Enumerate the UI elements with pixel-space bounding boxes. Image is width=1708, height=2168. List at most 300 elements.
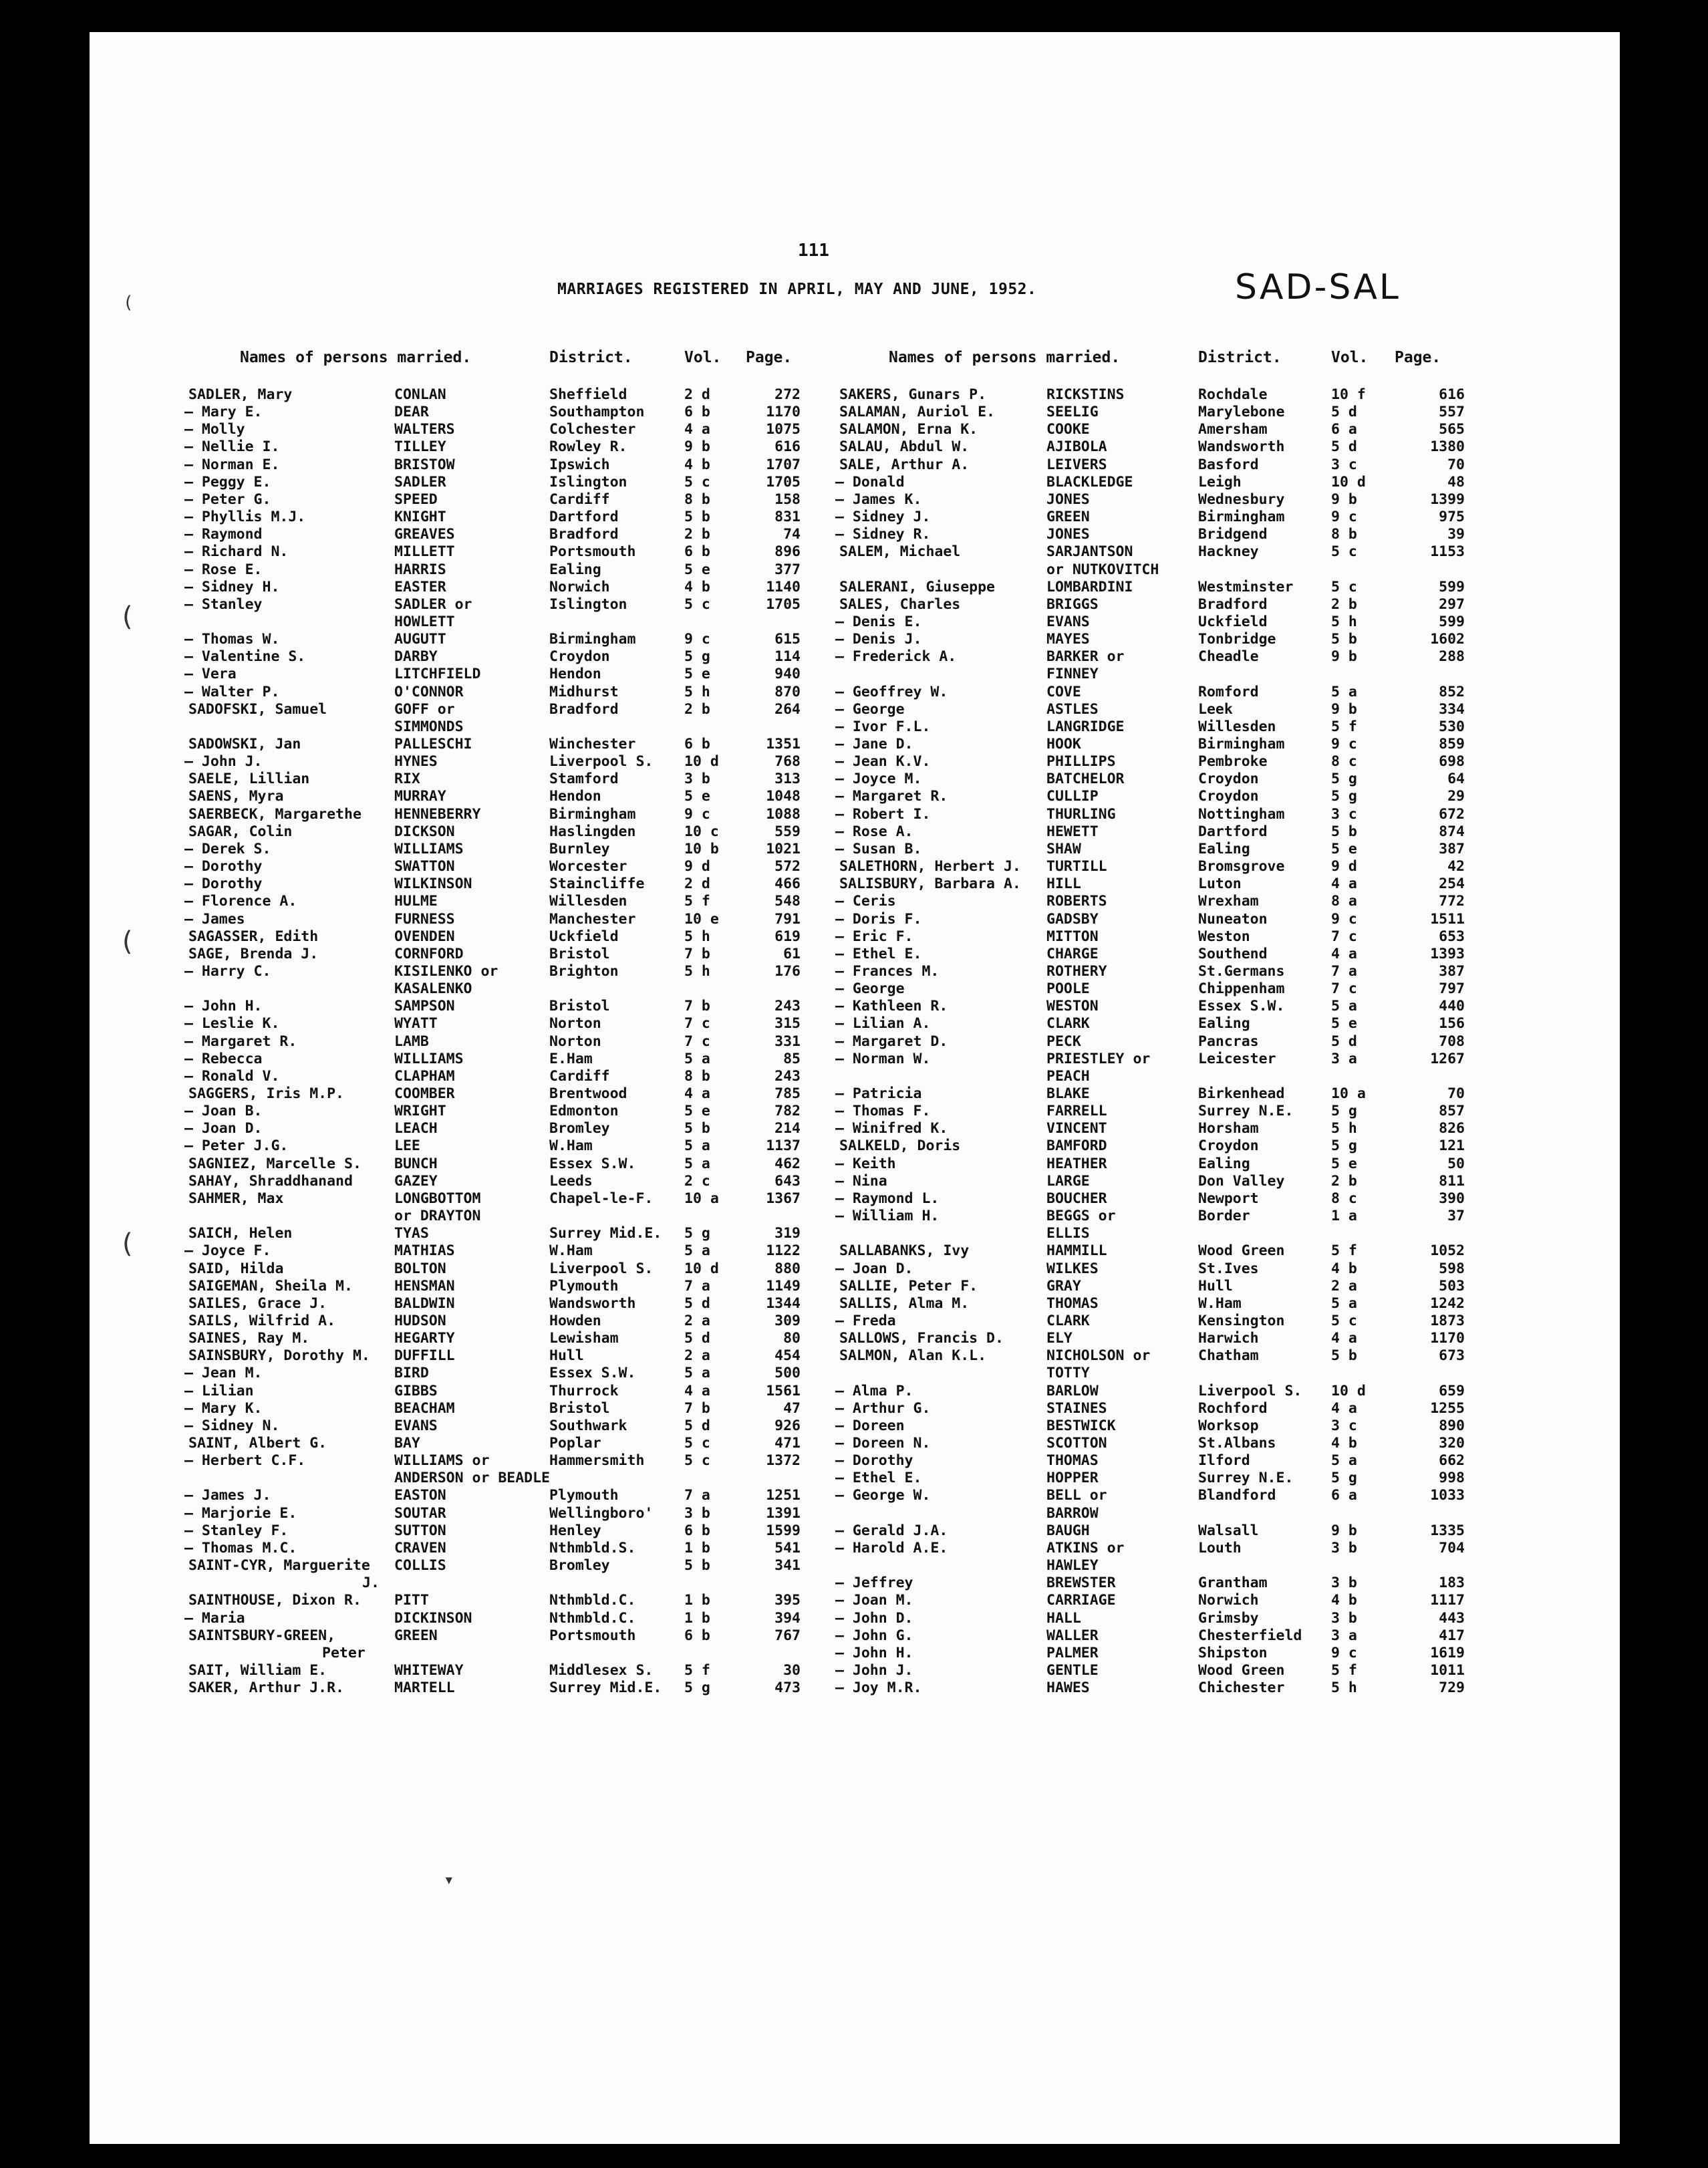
left-header-district: District. [549,349,633,366]
entry-vol: 5 g [1331,1103,1357,1120]
entry-name: — Richard N. [184,543,289,561]
entry-page: 890 [1439,1417,1465,1434]
entry-district: Bristol [549,1399,610,1417]
entry-district: Croydon [1198,771,1259,788]
entry-vol: 5 a [684,1137,710,1155]
entry-district: Southend [1198,945,1268,962]
entry-name: — Sidney N. [184,1417,280,1434]
entry-page: 572 [774,858,801,875]
entry-name: SAICH, Helen [188,1225,293,1242]
entry-vol: 8 c [1331,753,1357,771]
entry-vol: 5 a [1331,683,1357,700]
entry-page: 503 [1439,1277,1465,1295]
entry-name: — Freda [835,1312,896,1329]
entry-page: 1011 [1430,1661,1465,1679]
entry-name: SALLIS, Alma M. [839,1295,970,1312]
entry-vol: 4 b [684,456,710,473]
entry-page: 1705 [766,473,801,491]
entry-name: — Molly [184,421,245,438]
entry-spouse: WRIGHT [394,1103,446,1120]
entry-vol: 4 a [684,1382,710,1399]
entry-page: 772 [1439,893,1465,910]
entry-district: Essex S.W. [1198,998,1285,1015]
entry-vol: 5 a [1331,1295,1357,1312]
entry-vol: 3 c [1331,805,1357,823]
entry-page: 473 [774,1679,801,1697]
entry-name: — Dorothy [184,858,263,875]
entry-spouse: SHAW [1046,840,1081,857]
entry-spouse: FURNESS [394,910,455,928]
entry-vol: 5 g [684,648,710,666]
entry-page: 315 [774,1015,801,1033]
entry-name: — Rose E. [184,561,263,578]
entry-name: — John J. [835,1661,913,1679]
entry-page: 74 [783,526,801,543]
entry-spouse: LEACH [394,1120,438,1137]
entry-vol: 5 e [1331,1015,1357,1033]
entry-page: 387 [1439,840,1465,857]
entry-district: Ealing [1198,840,1250,857]
entry-name: — Jean K.V. [835,753,931,771]
entry-name: SAENS, Myra [188,788,284,805]
scan-mark: ( [119,601,136,632]
entry-name: — Stanley F. [184,1522,289,1539]
entry-page: 1021 [766,840,801,857]
entry-spouse: SOUTAR [394,1504,446,1522]
entry-vol: 4 a [684,1085,710,1102]
entry-district: Leeds [549,1172,593,1190]
entry-vol: 3 c [1331,456,1357,473]
entry-district: Staincliffe [549,875,645,893]
entry-district: Rochdale [1198,386,1268,403]
entry-name: — Herbert C.F. [184,1452,306,1470]
entry-page: 1372 [766,1452,801,1470]
entry-spouse: BARKER or [1046,648,1125,666]
entry-spouse: TOTTY [1046,1365,1090,1382]
entry-district: Horsham [1198,1120,1259,1137]
entry-district: Nuneaton [1198,910,1268,928]
entry-page: 767 [774,1627,801,1644]
entry-name: — Jean M. [184,1365,263,1382]
entry-district: Hammersmith [549,1452,645,1470]
entry-vol: 5 e [1331,1155,1357,1172]
entry-vol: 5 e [684,561,710,578]
entry-spouse: DARBY [394,648,438,666]
entry-page: 417 [1439,1627,1465,1644]
entry-vol: 3 a [1331,1050,1357,1067]
entry-vol: 4 b [1331,1592,1357,1609]
entry-page: 264 [774,700,801,718]
entry-page: 61 [783,945,801,962]
entry-vol: 10 f [1331,386,1366,403]
entry-vol: 7 b [684,945,710,962]
entry-district: Walsall [1198,1522,1259,1539]
entry-vol: 9 c [1331,736,1357,753]
entry-spouse: CARRIAGE [1046,1592,1116,1609]
entry-vol: 5 h [684,928,710,945]
entry-spouse: AUGUTT [394,631,446,648]
entry-name: SAINT, Albert G. [188,1435,327,1452]
entry-district: Harwich [1198,1330,1259,1347]
entry-vol: 5 c [1331,578,1357,595]
entry-vol: 5 d [684,1417,710,1434]
entry-district: Ipswich [549,456,610,473]
scan-mark: ( [119,1228,136,1259]
entry-spouse: DICKINSON [394,1609,472,1627]
entry-name: SAILES, Grace J. [188,1295,327,1312]
entry-page: 37 [1447,1208,1465,1225]
entry-vol: 9 b [1331,491,1357,508]
entry-district: Nthmbld.C. [549,1609,636,1627]
entry-vol: 5 c [1331,543,1357,561]
entry-name: SALAMON, Erna K. [839,421,978,438]
entry-name: — Sidney J. [835,509,931,526]
entry-spouse: MARTELL [394,1679,455,1697]
entry-spouse: CHARGE [1046,945,1099,962]
entry-spouse: COOKE [1046,421,1090,438]
entry-district: Border [1198,1208,1250,1225]
entry-page: 1344 [766,1295,801,1312]
left-header-vol: Vol. [684,349,722,366]
entry-district: Bromley [549,1557,610,1575]
entry-page: 313 [774,771,801,788]
entry-district: Bromley [549,1120,610,1137]
entry-name: — Marjorie E. [184,1504,297,1522]
entry-page: 331 [774,1033,801,1050]
entry-vol: 2 b [684,526,710,543]
entry-spouse: PHILLIPS [1046,753,1116,771]
entry-vol: 7 c [684,1033,710,1050]
entry-name: — John H. [835,1644,913,1661]
entry-page: 1599 [766,1522,801,1539]
entry-spouse: PITT [394,1592,429,1609]
entry-page: 1117 [1430,1592,1465,1609]
entry-page: 1619 [1430,1644,1465,1661]
entry-vol: 5 h [684,683,710,700]
entry-district: Nottingham [1198,805,1285,823]
entry-vol: 5 g [1331,1137,1357,1155]
entry-name: — Robert I. [835,805,931,823]
entry-spouse: ANDERSON or BEADLE [394,1470,550,1487]
entry-page: 50 [1447,1155,1465,1172]
entry-spouse: CRAVEN [394,1539,446,1556]
entry-spouse: EVANS [394,1417,438,1434]
entry-page: 1170 [1430,1330,1465,1347]
entry-district: Islington [549,473,627,491]
entry-page: 1075 [766,421,801,438]
entry-spouse: BEGGS or [1046,1208,1116,1225]
entry-name: SADOWSKI, Jan [188,736,301,753]
entry-page: 870 [774,683,801,700]
entry-page: 387 [1439,962,1465,980]
entry-name: — Thomas M.C. [184,1539,297,1556]
entry-name: SAGE, Brenda J. [188,945,319,962]
entry-name: — Joyce F. [184,1242,271,1260]
entry-name: — Phyllis M.J. [184,509,306,526]
entry-vol: 5 a [684,1050,710,1067]
entry-page: 998 [1439,1470,1465,1487]
entry-spouse: TILLEY [394,438,446,456]
entry-district: Liverpool S. [1198,1382,1302,1399]
entry-page: 1137 [766,1137,801,1155]
entry-district: Bromsgrove [1198,858,1285,875]
entry-district: Grimsby [1198,1609,1259,1627]
entry-spouse: PEACH [1046,1067,1090,1085]
entry-vol: 5 h [1331,613,1357,630]
entry-name: — Derek S. [184,840,271,857]
entry-district: Leicester [1198,1050,1276,1067]
entry-page: 471 [774,1435,801,1452]
entry-vol: 5 b [1331,1347,1357,1365]
entry-page: 1267 [1430,1050,1465,1067]
entry-vol: 2 a [1331,1277,1357,1295]
entry-vol: 1 b [684,1609,710,1627]
entry-vol: 10 d [684,1260,719,1277]
entry-page: 1153 [1430,543,1465,561]
entry-district: Brighton [549,962,619,980]
entry-spouse: HENNEBERRY [394,805,481,823]
entry-page: 243 [774,998,801,1015]
entry-district: Chippenham [1198,980,1285,998]
entry-name: SAIT, William E. [188,1661,327,1679]
scan-mark: ( [119,926,136,957]
entry-vol: 6 b [684,1627,710,1644]
entry-page: 297 [1439,595,1465,613]
entry-spouse: PRIESTLEY or [1046,1050,1151,1067]
entry-district: Howden [549,1312,601,1329]
entry-spouse: TYAS [394,1225,429,1242]
entry-page: 70 [1447,1085,1465,1102]
entry-spouse: EVANS [1046,613,1090,630]
entry-page: 1140 [766,578,801,595]
entry-page: 319 [774,1225,801,1242]
entry-vol: 9 c [1331,509,1357,526]
entry-district: Liverpool S. [549,753,654,771]
entry-name: — Joan D. [835,1260,913,1277]
entry-vol: 9 c [1331,910,1357,928]
entry-name: — Joan M. [835,1592,913,1609]
entry-page: 176 [774,962,801,980]
entry-spouse: BOLTON [394,1260,446,1277]
entry-name: — Ronald V. [184,1067,280,1085]
entry-spouse: SAMPSON [394,998,455,1015]
entry-page: 729 [1439,1679,1465,1697]
entry-page: 565 [1439,421,1465,438]
entry-district: Wandsworth [549,1295,636,1312]
entry-spouse: NICHOLSON or [1046,1347,1151,1365]
entry-name: SALEM, Michael [839,543,961,561]
entry-page: 1033 [1430,1487,1465,1504]
entry-district: Cardiff [549,491,610,508]
entry-spouse: WALTERS [394,421,455,438]
entry-district: Bridgend [1198,526,1268,543]
entry-spouse: PECK [1046,1033,1081,1050]
entry-name: — Lilian [184,1382,254,1399]
entry-name: SALERANI, Giuseppe [839,578,995,595]
entry-vol: 5 e [684,1103,710,1120]
entry-district: Haslingden [549,823,636,840]
entry-name: SAILS, Wilfrid A. [188,1312,336,1329]
entry-vol: 7 b [684,998,710,1015]
entry-district: Romford [1198,683,1259,700]
entry-district: Ealing [1198,1155,1250,1172]
entry-name: — Sidney R. [835,526,931,543]
surname-range: SAD-SAL [1235,267,1401,307]
entry-vol: 9 d [1331,858,1357,875]
entry-spouse: MITTON [1046,928,1099,945]
entry-district: Stamford [549,771,619,788]
entry-vol: 10 d [1331,1382,1366,1399]
entry-spouse: LAMB [394,1033,429,1050]
entry-district: Dartford [1198,823,1268,840]
entry-vol: 9 d [684,858,710,875]
entry-name: — Nina [835,1172,887,1190]
entry-vol: 5 b [684,509,710,526]
entry-district: Poplar [549,1435,601,1452]
entry-district: Newport [1198,1190,1259,1207]
entry-spouse: BELL or [1046,1487,1107,1504]
entry-district: Don Valley [1198,1172,1285,1190]
entry-page: 1335 [1430,1522,1465,1539]
entry-name: — Donald [835,473,905,491]
entry-vol: 5 c [684,1452,710,1470]
entry-spouse: HULME [394,893,438,910]
entry-page: 70 [1447,456,1465,473]
entry-page: 768 [774,753,801,771]
entry-district: Dartford [549,509,619,526]
entry-name: — Thomas W. [184,631,280,648]
entry-vol: 5 f [684,1661,710,1679]
entry-name: — Harold A.E. [835,1539,948,1556]
entry-name: SAHMER, Max [188,1190,284,1207]
entry-name: — Ethel E. [835,945,922,962]
entry-spouse: DUFFILL [394,1347,455,1365]
entry-spouse: BAY [394,1435,420,1452]
entry-spouse: MILLETT [394,543,455,561]
entry-district: Southampton [549,404,645,421]
scan-mark: ( [123,293,134,313]
entry-spouse: CLAPHAM [394,1067,455,1085]
entry-district: Rowley R. [549,438,627,456]
entry-spouse: CONLAN [394,386,446,403]
entry-district: Bradford [1198,595,1268,613]
entry-page: 341 [774,1557,801,1575]
entry-district: Ealing [1198,1015,1250,1033]
entry-spouse: HAWES [1046,1679,1090,1697]
entry-district: Croydon [1198,1137,1259,1155]
entry-spouse: HALL [1046,1609,1081,1627]
entry-page: 857 [1439,1103,1465,1120]
entry-page: 826 [1439,1120,1465,1137]
entry-spouse: ATKINS or [1046,1539,1125,1556]
entry-page: 390 [1439,1190,1465,1207]
entry-name: — William H. [835,1208,940,1225]
entry-name: — Peter G. [184,491,271,508]
entry-page: 874 [1439,823,1465,840]
entry-vol: 6 b [684,736,710,753]
entry-vol: 2 a [684,1312,710,1329]
entry-name: SAIGEMAN, Sheila M. [188,1277,353,1295]
entry-page: 598 [1439,1260,1465,1277]
entry-spouse: LARGE [1046,1172,1090,1190]
entry-vol: 6 b [684,1522,710,1539]
entry-spouse: COLLIS [394,1557,446,1575]
entry-spouse: KISILENKO or [394,962,499,980]
entry-spouse: FINNEY [1046,666,1099,683]
entry-vol: 7 c [684,1015,710,1033]
entry-district: Wood Green [1198,1242,1285,1260]
entry-spouse: BLAKE [1046,1085,1090,1102]
entry-spouse: TURTILL [1046,858,1107,875]
entry-spouse: SIMMONDS [394,718,464,735]
entry-name: — Eric F. [835,928,913,945]
entry-district: St.Albans [1198,1435,1276,1452]
entry-spouse: SWATTON [394,858,455,875]
entry-vol: 8 c [1331,1190,1357,1207]
entry-vol: 5 g [1331,788,1357,805]
entry-page: 1242 [1430,1295,1465,1312]
entry-vol: 2 b [1331,1172,1357,1190]
entry-spouse: SEELIG [1046,404,1099,421]
entry-name: — George W. [835,1487,931,1504]
entry-district: Portsmouth [549,1627,636,1644]
entry-page: 214 [774,1120,801,1137]
entry-vol: 5 d [684,1330,710,1347]
entry-page: 466 [774,875,801,893]
entry-page: 791 [774,910,801,928]
entry-spouse: JONES [1046,491,1090,508]
entry-spouse: CLARK [1046,1015,1090,1033]
entry-district: Birkenhead [1198,1085,1285,1102]
entry-vol: 10 a [1331,1085,1366,1102]
entry-name: — George [835,700,905,718]
entry-vol: 9 c [1331,1644,1357,1661]
entry-vol: 8 a [1331,893,1357,910]
entry-page: 1149 [766,1277,801,1295]
entry-name: — Joan B. [184,1103,263,1120]
entry-spouse: WALLER [1046,1627,1099,1644]
entry-vol: 10 d [684,753,719,771]
entry-name: — Rebecca [184,1050,263,1067]
entry-vol: 5 d [684,1295,710,1312]
entry-district: Hendon [549,788,601,805]
entry-vol: 5 a [684,1155,710,1172]
entry-district: Hackney [1198,543,1259,561]
entry-page: 1705 [766,595,801,613]
entry-name: — Joan D. [184,1120,263,1137]
entry-vol: 1 b [684,1592,710,1609]
entry-name: — John D. [835,1609,913,1627]
right-header-vol: Vol. [1331,349,1369,366]
entry-name: — Raymond [184,526,263,543]
entry-vol: 7 a [684,1277,710,1295]
entry-vol: 2 d [684,386,710,403]
entry-district: Southwark [549,1417,627,1434]
entry-district: Henley [549,1522,601,1539]
entry-district: Ealing [549,561,601,578]
entry-page: 880 [774,1260,801,1277]
entry-name: SALAU, Abdul W. [839,438,970,456]
entry-spouse: OVENDEN [394,928,455,945]
entry-page: 462 [774,1155,801,1172]
entry-spouse: WILLIAMS [394,1050,464,1067]
entry-spouse: or NUTKOVITCH [1046,561,1159,578]
entry-page: 29 [1447,788,1465,805]
entry-district: W.Ham [549,1242,593,1260]
entry-vol: 5 g [684,1225,710,1242]
entry-district: Chatham [1198,1347,1259,1365]
entry-spouse: WESTON [1046,998,1099,1015]
